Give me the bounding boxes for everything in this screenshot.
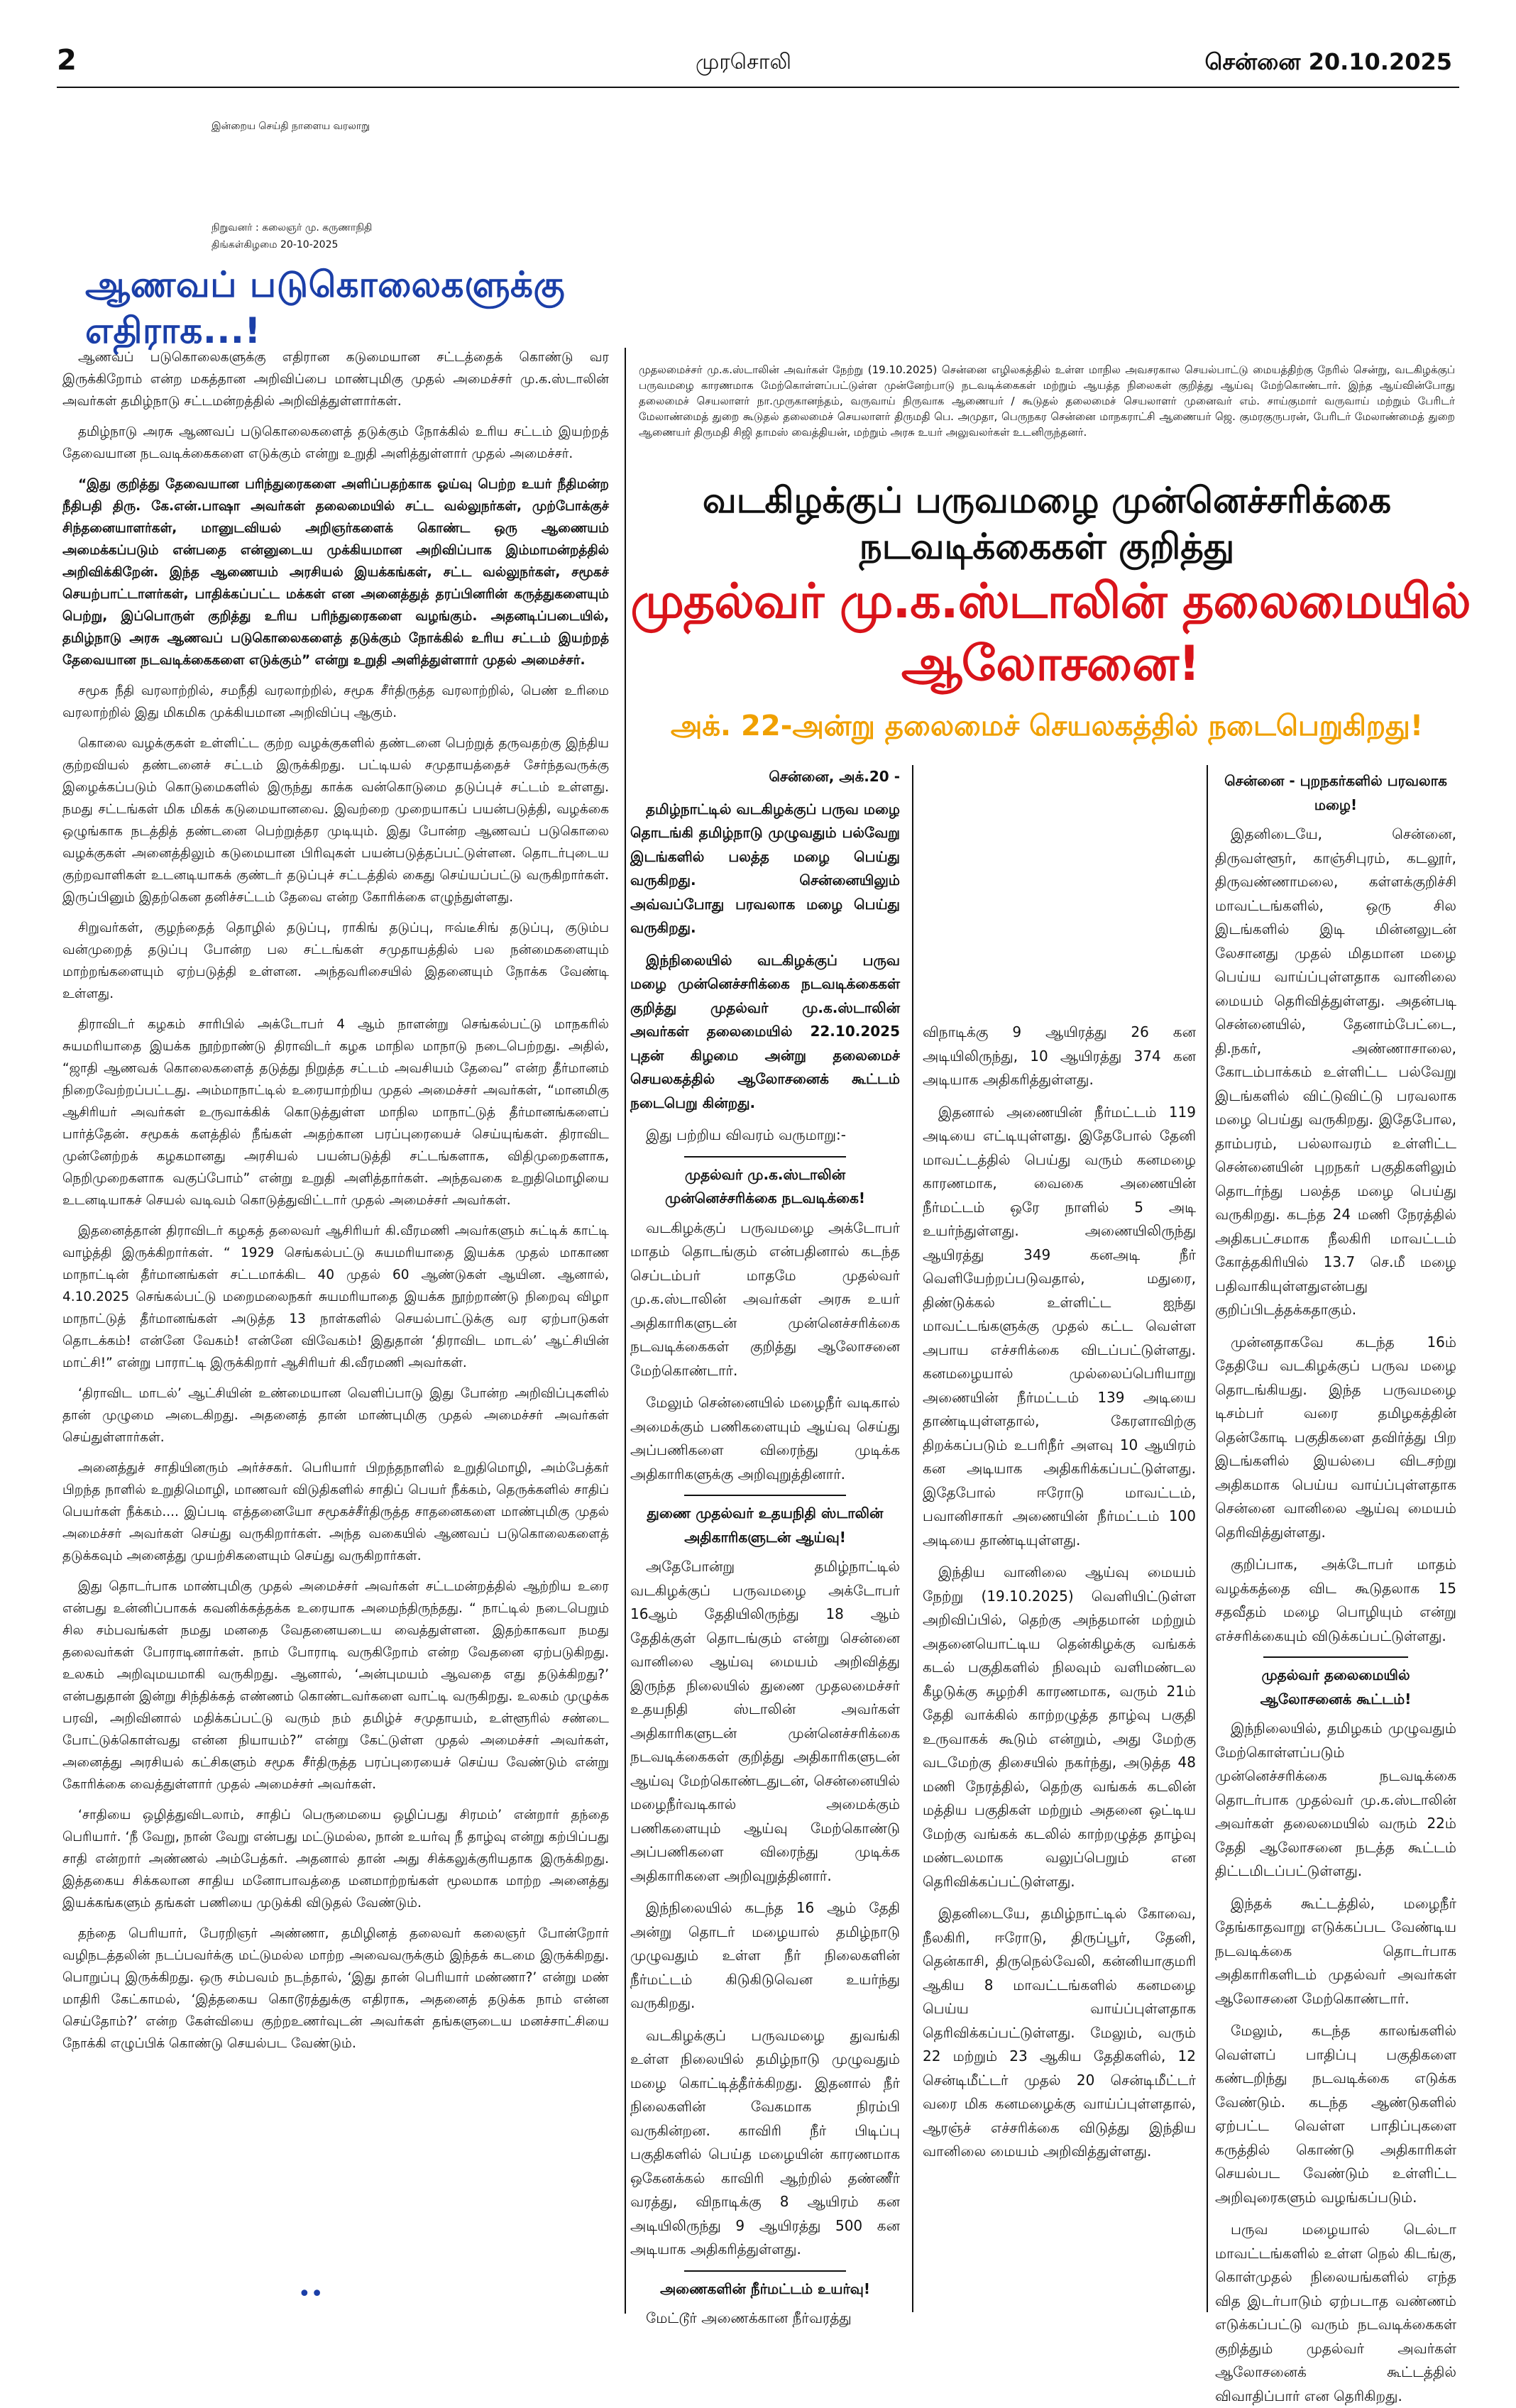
editorial-para: ‘திராவிட மாடல்’ ஆட்சியின் உண்மையான வெளிப்பாடு இது போன்ற அறிவிப்புகளில் தான் முழுமை அடைகிறது. அதனைத் தான் மாண்புமிகு முதல் அமைச்சர் அவர்கள் செய்துள்ளார்கள். [62,1386,609,1445]
divider [684,2270,846,2272]
intro-line: இது பற்றிய விவரம் வருமாறு:- [646,1126,846,1143]
editorial-para: சிறுவர்கள், குழந்தைத் தொழில் தடுப்பு, ராகிங் தடுப்பு, ஈவ்டீசிங் தடுப்பு, குடும்ப வன்முறைத் தடுப்பு போன்ற பல சட்டங்கள் சமுதாயத்தில் பல நன்மைகளையும் மாற்றங்களையும் ஏற்படுத்தி உள்ளன. அந்தவரிசையில் இதனையும் நோக்க வேண்டி உள்ளது. [62,920,609,1001]
news-para: இந்நிலையில், தமிழகம் முழுவதும் மேற்கொள்ளப்படும் முன்னெச்சரிக்கை நடவடிக்கை தொடர்பாக முதல்வர் மு.க.ஸ்டாலின் அவர்கள் தலைமையில் வரும் 22ம் தேதி ஆலோசனை நடத்த கூட்டம் திட்டமிடப்பட்டுள்ளது. [1215,1720,1456,1879]
news-para: அதேபோன்று தமிழ்நாட்டில் வடகிழக்குப் பருவமழை அக்டோபர் 16ஆம் தேதியிலிருந்து 18 ஆம் தேதிக்குள் தொடங்கும் என்று சென்னை வானிலை ஆய்வு மையம் அறிவித்து இருந்த நிலையில் துணை முதலமைச்சர் உதயநிதி ஸ்டாலின் அவர்கள் அதிகாரிகளுடன் முன்னெச்சரிக்கை நடவடிக்கைகள் குறித்து அதிகாரிகளுடன் ஆய்வு மேற்கொண்டதுடன், சென்னையில் மழைநீர்வடிகால் அமைக்கும் பணிகளையும் ஆய்வு மேற்கொண்டு அப்பணிகளை விரைந்து முடிக்க அதிகாரிகளை அறிவுறுத்தினார். [630,1558,900,1884]
news-para: வடகிழக்குப் பருவமழை துவங்கி உள்ள நிலையில் தமிழ்நாடு முழுவதும் மழை கொட்டித்தீர்க்கிறது. இதனால் நீர் நிலைகளின் வேகமாக நிரம்பி வருகின்றன. காவிரி நீர் பிடிப்பு பகுதிகளில் பெய்த மழையின் காரணமாக ஒகேனக்கல் காவிரி ஆற்றில் தண்ணீர் வரத்து, விநாடிக்கு 8 ஆயிரம் கன அடியிலிருந்து 9 ஆயிரத்து 500 கன அடியாக அதிகரித்துள்ளது. [630,2026,900,2258]
editorial-quote: “இது குறித்து தேவையான பரிந்துரைகளை அளிப்பதற்காக ஓய்வு பெற்ற உயர் நீதிமன்ற நீதிபதி திரு. கே.என்.பாஷா அவர்கள் தலைமையில் சட்ட வல்லுநர்கள், முற்போக்குச் சிந்தனையாளர்கள், மானுடவியல் அறிஞர்களைக் கொண்ட ஒரு ஆணையம் அமைக்கப்படும் என்பதை என்னுடைய முக்கியமான அறிவிப்பாக இம்மாமன்றத்தில் அறிவிக்கிறேன். இந்த ஆணையம் அரசியல் இயக்கங்கள், சட்ட வல்லுநர்கள், சமூகச் செயற்பாட்டாளர்கள், பாதிக்கப்பட்ட மக்கள் என அனைத்துத் தரப்பினரின் கருத்துகளையும் பெற்று, இப்பொருள் குறித்து உரிய பரிந்துரைகளை வழங்கும். அதனடிப்படையில், தமிழ்நாடு அரசு ஆணவப் படுகொலைகளைத் தடுக்கும் நோக்கில் உரிய சட்டம் இயற்றத் தேவையான நடவடிக்கைகளை எடுக்கும்” என்று உறுதி அளித்துள்ளார் முதல் அமைச்சர். [62,477,609,668]
news-column-1 [630,765,900,2326]
editorial-para: சமூக நீதி வரலாற்றில், சமநீதி வரலாற்றில், சமூக சீர்திருத்த வரலாற்றில், பெண் உரிமை வரலாற்றில் இது மிகமிக முக்கியமான அறிவிப்பு ஆகும். [62,683,609,720]
divider [1263,1656,1408,1658]
news-subhead: அக். 22-அன்று தலைமைச் செயலகத்தில் நடைபெறுகிறது! [670,710,1424,742]
news-para: பருவ மழையால் டெல்டா மாவட்டங்களில் உள்ள நெல் கிடங்கு, கொள்முதல் நிலையங்களில் எந்த வித இடர்பாடும் ஏற்படாத வண்ணம் எடுக்கப்பட்டு வரும் நடவடிக்கைகள் குறித்தும் முதல்வர் அவர்கள் ஆலோசனைக் கூட்டத்தில் விவாதிப்பார் என தெரிகிறது. [1215,2221,1456,2404]
photo-caption: முதலமைச்சர் மு.க.ஸ்டாலின் அவர்கள் நேற்று (19.10.2025) சென்னை எழிலகத்தில் உள்ள மாநில அவசரகால செயல்பாட்டு மையத்திற்கு நேரில் சென்று, வடகிழக்குப் பருவமழை காரணமாக மேற்கொள்ளப்பட்டுள்ள முன்னேற்பாடு நடவடிக்கைகள் மற்றும் ஆயத்த நிலைகள் குறித்து ஆய்வு மேற்கொண்டார். இந்த ஆய்வின்போது தலைமைச் செயலாளர் நா.முருகானந்தம், வருவாய் நிருவாக ஆணையர் / கூடுதல் தலைமைச் செயலாளர் முனைவர் எம். சாய்குமார் வருவாய் மற்றும் பேரிடர் மேலாண்மைத் துறை கூடுதல் தலைமைச் செயலாளர் திருமதி பெ. அமுதா, பெருநகர சென்னை மாநகராட்சி ஆணையர் ஜெ. குமரகுருபரன், பேரிடர் மேலாண்மைத் துறை ஆணையர் திருமதி சிஜி தாமஸ் வைத்தியன், மற்றும் அரசு உயர் அலுவலர்கள் உடனிருந்தனர். [639,363,1455,439]
masthead-founder: நிறுவனர் : கலைஞர் மு. கருணாநிதி [212,222,373,233]
subheading: துணை முதல்வர் உதயநிதி ஸ்டாலின் அதிகாரிகளுடன் ஆய்வு! [647,1505,884,1546]
news-column-2 [923,1021,1196,2312]
subheading: முதல்வர் மு.க.ஸ்டாலின் முன்னெச்சரிக்கை நடவடிக்கை! [664,1165,866,1206]
lead-para: இந்நிலையில் வடகிழக்குப் பருவ மழை முன்னெச்சரிக்கை நடவடிக்கைகள் குறித்து முதல்வர் மு.க.ஸ்டாலின் அவர்கள் தலைமையில் 22.10.2025 புதன் கிழமை அன்று தலைமைச் செயலகத்தில் ஆலோசனைக் கூட்டம் நடைபெறு கின்றது. [630,951,900,1111]
news-para: இந்நிலையில் கடந்த 16 ஆம் தேதி அன்று தொடர் மழையால் தமிழ்நாடு முழுவதும் உள்ள நீர் நிலைகளின் நீர்மட்டம் கிடுகிடுவென உயர்ந்து வருகிறது. [630,1899,900,2011]
editorial-para: அனைத்துச் சாதியினரும் அர்ச்சகர். பெரியார் பிறந்தநாளில் உறுதிமொழி, அம்பேத்கர் பிறந்த நாளில் உறுதிமொழி, மாணவர் விடுதிகளில் சாதிப் பெயர் நீக்கம், தெருக்களில் சாதிப் பெயர்கள் நீக்கம்.... இப்படி எத்தனையோ சமூகச்சீர்திருத்த சாதனைகளை மாண்புமிகு முதல் அமைச்சர் அவர்கள் செய்து வருகிறார்கள். அந்த வகையில் ஆணவப் படுகொலைகளைத் தடுக்கவும் அனைத்து முயற்சிகளையும் செய்து வருகிறார்கள். [62,1461,609,1563]
subheading: அணைகளின் நீர்மட்டம் உயர்வு! [659,2280,871,2297]
city-date: சென்னை 20.10.2025 [1204,48,1452,75]
editorial-para: தமிழ்நாடு அரசு ஆணவப் படுகொலைகளைத் தடுக்கும் நோக்கில் உரிய சட்டம் இயற்றத் தேவையான நடவடிக்கைகளை எடுக்கும் என்று உறுதி அளித்துள்ளார் முதல் அமைச்சர். [62,424,609,461]
editorial-para: இதனைத்தான் திராவிடர் கழகத் தலைவர் ஆசிரியர் கி.வீரமணி அவர்களும் சுட்டிக் காட்டி வாழ்த்தி இருக்கிறார்கள். “ 1929 செங்கல்பட்டு சுயமரியாதை இயக்க முதல் மாகாண மாநாட்டின் தீர்மானங்கள் சட்டமாக்கிட 40 முதல் 60 ஆண்டுகள் ஆயின. ஆனால், 4.10.2025 செங்கல்பட்டு மறைமலைநகர் சுயமரியாதை இயக்க நூற்றாண்டு நிறைவு விழா மாநாட்டுத் தீர்மானங்கள் அடுத்த 13 நாள்களில் செயல்பாட்டுக்கு வர ஏற்பாடுகள் தொடக்கம்! என்னே வேகம்! என்னே விவேகம்! இதுதான் ‘திராவிட மாடல்’ ஆட்சியின் மாட்சி!” என்று பாராட்டி இருக்கிறார் ஆசிரியர் கி.வீரமணி அவர்கள். [62,1224,609,1370]
divider [684,1495,846,1496]
paper-name: முரசொலி [696,50,791,75]
column-divider [912,765,913,2312]
dateline: சென்னை, அக்.20 - [769,768,900,785]
news-para: மேட்டூர் அணைக்கான நீர்வரத்து [646,2309,852,2326]
news-para: மேலும், கடந்த காலங்களில் வெள்ளப் பாதிப்பு பகுதிகளை கண்டறிந்து நடவடிக்கை எடுக்க வேண்டும். கடந்த ஆண்டுகளில் ஏற்பட்ட வெள்ள பாதிப்புகளை கருத்தில் கொண்டு அதிகாரிகள் செயல்பட வேண்டும் உள்ளிட்ட அறிவுரைகளும் வழங்கப்படும். [1215,2022,1456,2206]
news-column-3 [1215,765,1456,2404]
news-para: இந்தக் கூட்டத்தில், மழைநீர் தேங்காதவாறு எடுக்கப்பட வேண்டிய நடவடிக்கை தொடர்பாக அதிகாரிகளிடம் முதல்வர் அவர்கள் ஆலோசனை மேற்கொண்டார். [1215,1894,1456,2007]
editorial-para: திராவிடர் கழகம் சாரிபில் அக்டோபர் 4 ஆம் நாளன்று செங்கல்பட்டு மாநகரில் சுயமரியாதை இயக்க நூற்றாண்டு திராவிடர் கழக மாநில மாநாடு நடைபெற்றது. அதில், “ஜாதி ஆணவக் கொலைகளைத் தடுத்து நிறுத்த சட்டம் அவசியம் தேவை” என்ற தீர்மானம் நிறைவேற்றப்பட்டது. அம்மாநாட்டில் உரையாற்றிய முதல் அமைச்சர் அவர்கள், “மானமிகு ஆசிரியர் அவர்கள் உருவாக்கிக் கொடுத்துள்ள மாநில மாநாட்டுத் தீர்மானங்களைப் பார்த்தேன். சமூகக் களத்தில் நீங்கள் அதற்கான பரப்புரையைச் செய்யுங்கள். திராவிட முன்னேற்றக் கழகமானது அரசியல் பயன்படுத்தி சட்டங்களாக, விதிமுறைகளாக, நெறிமுறைகளாக வகுப்போம்” என்று உறுதி அளித்தார்கள். அந்தவகை உறுதிமொழியை உடனடியாகச் செயல் வடிவம் கொடுத்துவிட்டார் முதல் அமைச்சர் அவர்கள். [62,1017,609,1208]
news-para: மேலும் சென்னையில் மழைநீர் வடிகால் அமைக்கும் பணிகளையும் ஆய்வு செய்து அப்பணிகளை விரைந்து முடிக்க அதிகாரிகளுக்கு அறிவுறுத்தினார். [630,1394,900,1483]
editorial-body [62,346,609,2284]
news-para: இதனிடையே, சென்னை, திருவள்ளூர், காஞ்சிபுரம், கடலூர், திருவண்ணாமலை, கள்ளக்குறிச்சி மாவட்டங்களில், ஒரு சில இடங்களில் இடி மின்னலுடன் லேசானது முதல் மிதமான மழை பெய்ய வாய்ப்புள்ளதாக வானிலை மையம் தெரிவித்துள்ளது. அதன்படி சென்னையில், தேனாம்பேட்டை, தி.நகர், அண்ணாசாலை, கோடம்பாக்கம் உள்ளிட்ட பல்வேறு இடங்களில் விட்டுவிட்டு பரவலாக மழை பெய்து வருகிறது. இதேபோல, தாம்பரம், பல்லாவரம் உள்ளிட்ட சென்னையின் புறநகர் பகுதிகளிலும் தொடர்ந்து பலத்த மழை பெய்து வருகிறது. கடந்த 24 மணி நேரத்தில் அதிகபட்சமாக நீலகிரி மாவட்டம் கோத்தகிரியில் 13.7 செ.மீ மழை பதிவாகியுள்ளதுஎன்பது குறிப்பிடத்தக்கதாகும். [1215,825,1456,1318]
news-para: வடகிழக்குப் பருவமழை அக்டோபர் மாதம் தொடங்கும் என்பதினால் கடந்த செப்டம்பர் மாதமே முதல்வர் மு.க.ஸ்டாலின் அவர்கள் அரசு உயர் அதிகாரிகளுடன் முன்னெச்சரிக்கை நடவடிக்கைகள் குறித்து ஆலோசனை மேற்கொண்டார். [630,1219,900,1379]
editorial-para: ‘சாதியை ஒழித்துவிடலாம், சாதிப் பெருமையை ஒழிப்பது சிரமம்’ என்றார் தந்தை பெரியார். ‘நீ வேறு, நான் வேறு என்பது மட்டுமல்ல, நான் உயர்வு நீ தாழ்வு என்று கற்பிப்பது சாதி என்றார் அண்ணல் அம்பேத்கர். அதனால் தான் அது சிக்கலுக்குரியதாக இருக்கிறது. இத்தகைய சிக்கலான சாதிய மனோபாவத்தை மனமாற்றங்கள் மூலமாக மாற்ற அனைத்து இயக்கங்களும் தங்கள் பணியை முடுக்கி விடுதல் வேண்டும். [62,1808,609,1911]
end-mark: •• [298,2282,324,2307]
editorial-para: கொலை வழக்குகள் உள்ளிட்ட குற்ற வழக்குகளில் தண்டனை பெற்றுத் தருவதற்கு இந்திய குற்றவியல் தண்டனைச் சட்டம் இருக்கிறது. பட்டியல் சமுதாயத்தைச் சேர்ந்தவருக்கு இழைக்கப்படும் கொடுமைகளில் இருந்து காக்க வன்கொடுமை தடுப்புச் சட்டம் உள்ளது. நமது சட்டங்கள் மிக மிகக் கடுமையானவை. இவற்றை முறையாகப் பயன்படுத்தி, வழக்கை ஒழுங்காக நடத்தித் தண்டனை பெற்றுத்தர முடியும். இது போன்ற ஆணவப் படுகொலை வழக்குகள் அனைத்திலும் கடுமையான பிரிவுகள் பயன்படுத்தப்பட்டுள்ளன. தொடர்புடைய குற்றவாளிகள் உடனடியாகக் குண்டர் தடுப்புச் சட்டத்தில் கைது செய்யப்பட்டு வருகிறார்கள். இருப்பினும் இதற்கென தனிச்சட்டம் தேவை என்ற கோரிக்கை எழுந்துள்ளது. [62,736,609,905]
editorial-para: இது தொடர்பாக மாண்புமிகு முதல் அமைச்சர் அவர்கள் சட்டமன்றத்தில் ஆற்றிய உரை என்பது உன்னிப்பாகக் கவனிக்கத்தக்க உரையாக அமைந்திருந்தது. “ நாட்டில் நடைபெறும் சில சம்பவங்கள் நமது மனதை வேதனையடைய வைத்துள்ளன. இதற்காகவா நமது தலைவர்கள் போராடினார்கள். நாம் போராடி வருகிறோம் என்ற வேதனை ஏற்படுகிறது. உலகம் அறிவுமயமாகி வருகிறது. ஆனால், ‘அன்புமயம் ஆவதை எது தடுக்கிறது?’ என்பதுதான் இன்று சிந்திக்கத் எண்ணம் கொண்டவர்களை வாட்டி வருகிறது. உலகம் முழுக்க பரவி, அறிவினால் மதிக்கப்பட்டு வரும் நம் தமிழ்ச் சமுதாயம், உள்ளூரில் சண்டை போட்டுக்கொள்வது என்ன நியாயம்?” என்று கேட்டுள்ள முதல் அமைச்சர் அவர்கள், அனைத்து அரசியல் கட்சிகளும் சமூக சீர்திருத்த பரப்புரையைச் செய்ய வேண்டும் என்று கோரிக்கை வைத்துள்ளார் முதல் அமைச்சர் அவர்கள். [62,1579,609,1792]
editorial-para: ஆணவப் படுகொலைகளுக்கு எதிரான கடுமையான சட்டத்தைக் கொண்டு வர இருக்கிறோம் என்ற மகத்தான அறிவிப்பை மாண்புமிகு முதல் அமைச்சர் மு.க.ஸ்டாலின் அவர்கள் தமிழ்நாடு சட்டமன்றத்தில் அறிவித்துள்ளார்கள். [62,350,609,409]
news-headline: முதல்வர் மு.க.ஸ்டாலின் தலைமையில் ஆலோசனை! [630,573,1471,692]
news-kicker: வடகிழக்குப் பருவமழை முன்னெச்சரிக்கை நடவடிக்கைகள் குறித்து [702,480,1392,567]
subheading: முதல்வர் தலைமையில் ஆலோசனைக் கூட்டம்! [1260,1666,1412,1708]
news-para: இந்திய வானிலை ஆய்வு மையம் நேற்று (19.10.2025) வெளியிட்டுள்ள அறிவிப்பில், தெற்கு அந்தமான் மற்றும் அதனையொட்டிய தென்கிழக்கு வங்கக் கடல் பகுதிகளில் நிலவும் வளிமண்டல கீழடுக்கு சுழற்சி காரணமாக, வரும் 21ம் தேதி வாக்கில் காற்றழுத்த தாழ்வு பகுதி உருவாகக் கூடும் என்றும், அது மேற்கு வடமேற்கு திசையில் நகர்ந்து, அடுத்த 48 மணி நேரத்தில், தெற்கு வங்கக் கடலின் மத்திய பகுதிகள் மற்றும் அதனை ஒட்டிய மேற்கு வங்கக் கடலில் காற்றழுத்த தாழ்வு மண்டலமாக வலுப்பெறும் என தெரிவிக்கப்பட்டுள்ளது. [923,1563,1196,1890]
masthead-tagline: இன்றைய செய்தி நாளைய வரலாறு [212,121,370,132]
column-divider [1207,765,1208,2312]
divider [684,1156,846,1158]
masthead-date: திங்கள்கிழமை 20-10-2025 [212,239,339,251]
editorial-para: தந்தை பெரியார், பேரறிஞர் அண்ணா, தமிழினத் தலைவர் கலைஞர் போன்றோர் வழிநடத்தலின் நடப்பவர்க்கு மட்டுமல்ல மாற்ற அவைவருக்கும் இந்தக் கடமை இருக்கிறது. பொறுப்பு இருக்கிறது. ஒரு சம்பவம் நடந்தால், ‘இது தான் பெரியார் மண்ணா?’ என்று மண் மாதிரி கேட்காமல், ‘இத்தகைய கொடூரத்துக்கு எதிராக, அதனைத் தடுக்க நாம் என்ன செய்தோம்?’ என்ற கேள்வியை குற்றஉணர்வுடன் அவர்கள் தங்களுடைய மனச்சாட்சியை நோக்கி எழுப்பிக் கொண்டு செயல்பட வேண்டும். [62,1926,609,2051]
news-para: முன்னதாகவே கடந்த 16ம் தேதியே வடகிழக்குப் பருவ மழை தொடங்கியது. இந்த பருவமழை டிசம்பர் வரை தமிழகத்தின் தென்கோடி பகுதிகளை தவிர்த்து பிற இடங்களில் இயல்பை விடசற்று அதிகமாக பெய்ய வாய்ப்புள்ளதாக சென்னை வானிலை ஆய்வு மையம் தெரிவித்துள்ளது. [1215,1333,1456,1541]
page-number: 2 [57,44,77,77]
news-para: குறிப்பாக, அக்டோபர் மாதம் வழக்கத்தை விட கூடுதலாக 15 சதவீதம் மழை பொழியும் என்று எச்சரிக்கையும் விடுக்கப்பட்டுள்ளது. [1215,1556,1456,1644]
news-para: விநாடிக்கு 9 ஆயிரத்து 26 கன அடியிலிருந்து, 10 ஆயிரத்து 374 கன அடியாக அதிகரித்துள்ளது. [923,1023,1196,1088]
news-para: இதனால் அணையின் நீர்மட்டம் 119 அடியை எட்டியுள்ளது. இதேபோல் தேனி மாவட்டத்தில் பெய்து வரும் கனமழை காரணமாக, வைகை அணையின் நீர்மட்டம் ஒரே நாளில் 5 அடி உயர்ந்துள்ளது. அணையிலிருந்து ஆயிரத்து 349 கனஅடி நீர் வெளியேற்றப்படுவதால், மதுரை, திண்டுக்கல் உள்ளிட்ட ஐந்து மாவட்டங்களுக்கு முதல் கட்ட வெள்ள அபாய எச்சரிக்கை விடப்பட்டுள்ளது. கனமழையால் முல்லைப்பெரியாறு அணையின் நீர்மட்டம் 139 அடியை தாண்டியுள்ளதால், கேரளாவிற்கு திறக்கப்படும் உபரிநீர் அளவு 10 ஆயிரம் கன அடியாக அதிகரிக்கப்பட்டுள்ளது. இதேபோல் ஈரோடு மாவட்டம், பவானிசாகர் அணையின் நீர்மட்டம் 100 அடியை தாண்டியுள்ளது. [923,1103,1196,1549]
lead-para: தமிழ்நாட்டில் வடகிழக்குப் பருவ மழை தொடங்கி தமிழ்நாடு முழுவதும் பல்வேறு இடங்களில் பலத்த மழை பெய்து வருகிறது. சென்னையிலும் அவ்வப்போது பரவலாக மழை பெய்து வருகிறது. [630,800,900,936]
editorial-title: ஆணவப் படுகொலைகளுக்கு எதிராக...! [85,264,566,351]
subheading: சென்னை - புறநகர்களில் பரவலாக மழை! [1224,772,1447,813]
header-rule [57,87,1459,88]
news-para: இதனிடையே, தமிழ்நாட்டில் கோவை, நீலகிரி, ஈரோடு, திருப்பூர், தேனி, தென்காசி, திருநெல்வேலி, கன்னியாகுமரி ஆகிய 8 மாவட்டங்களில் கனமழை பெய்ய வாய்ப்புள்ளதாக தெரிவிக்கப்பட்டுள்ளது. மேலும், வரும் 22 மற்றும் 23 ஆகிய தேதிகளில், 12 சென்டிமீட்டர் முதல் 20 சென்டிமீட்டர் வரை மிக கனமழைக்கு வாய்ப்புள்ளதால், ஆரஞ்ச் எச்சரிக்கை விடுத்து இந்திய வானிலை மையம் அறிவித்துள்ளது. [923,1905,1196,2160]
